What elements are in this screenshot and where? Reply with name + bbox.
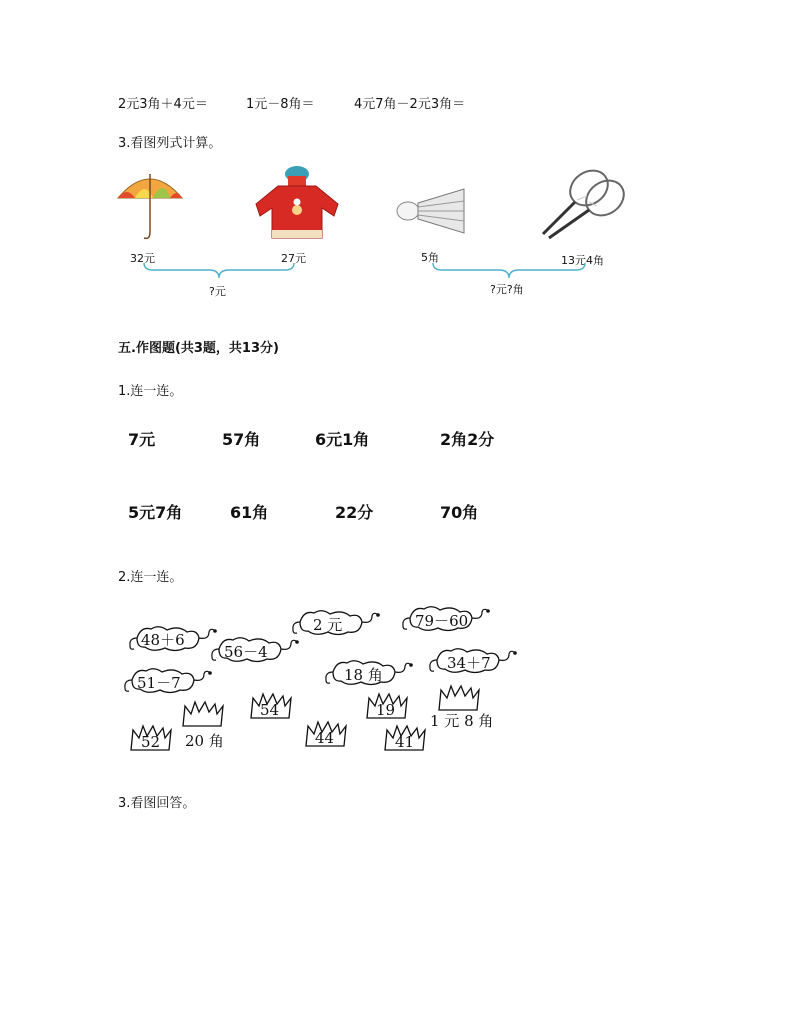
money-item[interactable]: 22分: [335, 503, 374, 522]
grass-label[interactable]: 1 元 8 角: [430, 712, 494, 730]
expr-3: 4元7角－2元3角＝: [354, 97, 466, 112]
expr-1: 2元3角＋4元＝: [118, 97, 208, 112]
sum2-label: ?元?角: [490, 283, 524, 296]
grass-label[interactable]: 44: [315, 729, 335, 747]
leaf-label[interactable]: 56－4: [224, 643, 268, 661]
umbrella-price: 32元: [130, 252, 155, 265]
leaf-label[interactable]: 18 角: [344, 666, 383, 684]
grass-label[interactable]: 19: [376, 701, 396, 719]
grass-label[interactable]: 54: [260, 701, 280, 719]
grass-label[interactable]: 41: [395, 733, 415, 751]
money-item[interactable]: 6元1角: [315, 430, 370, 449]
money-item[interactable]: 7元: [128, 430, 156, 449]
section-5-title: 五.作图题(共3题，共13分): [118, 341, 279, 356]
grass-tuft: [439, 686, 479, 710]
money-item[interactable]: 70角: [440, 503, 479, 522]
grass-tuft: [183, 702, 223, 726]
leaf-label[interactable]: 48＋6: [141, 631, 185, 649]
money-item[interactable]: 5元7角: [128, 503, 183, 522]
racket-price: 13元4角: [561, 254, 604, 267]
leaf-label[interactable]: 34＋7: [447, 654, 491, 672]
sum1-label: ?元: [209, 285, 226, 298]
leaf-label[interactable]: 51－7: [137, 674, 181, 692]
problem-3-title: 3.看图回答。: [118, 796, 196, 811]
leaf-label[interactable]: 79－60: [415, 612, 469, 630]
money-item[interactable]: 2角2分: [440, 430, 495, 449]
money-item[interactable]: 57角: [222, 430, 261, 449]
grass-label[interactable]: 20 角: [185, 732, 224, 750]
coat-price: 27元: [281, 252, 306, 265]
expr-2: 1元－8角＝: [246, 97, 315, 112]
shuttlecock-price: 5角: [421, 251, 439, 264]
leaf-label[interactable]: 2 元: [313, 616, 343, 634]
problem-2-title: 2.连一连。: [118, 570, 183, 585]
question-3-title: 3.看图列式计算。: [118, 136, 222, 151]
problem-1-title: 1.连一连。: [118, 384, 183, 399]
money-item[interactable]: 61角: [230, 503, 269, 522]
grass-label[interactable]: 52: [141, 733, 161, 751]
